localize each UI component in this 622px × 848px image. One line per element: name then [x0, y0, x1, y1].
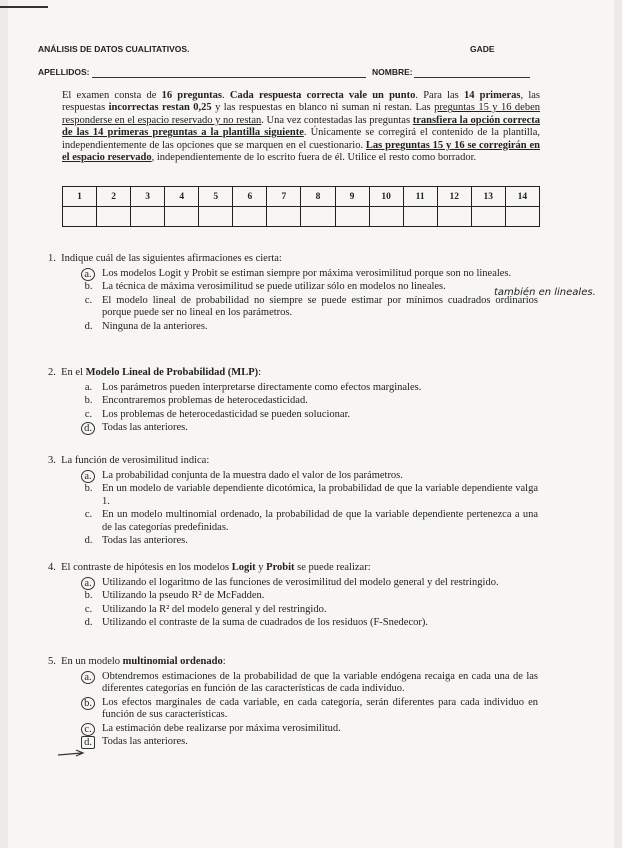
grid-number: 10 [369, 187, 403, 207]
option-d[interactable]: d. Ninguna de la anteriores. [84, 320, 208, 332]
option-c[interactable]: c. El modelo lineal de probabilidad no siempre se puede estimar por mínimos cuadrados ordinarios porque puede ser no lineal en los parámetros. [84, 294, 538, 318]
group-label: GADE [470, 44, 495, 54]
option-b[interactable]: b. Los efectos marginales de cada variable, en cada categoría, serán diferentes para cada individuo en función de sus características. [48, 697, 538, 722]
option-d[interactable]: d. Todas las anteriores. [48, 422, 538, 435]
grid-number: 6 [233, 187, 267, 207]
answer-cell[interactable] [437, 207, 471, 227]
option-b[interactable]: b. En un modelo de variable dependiente dicotómica, la probabilidad de que la variable dependiente valga 1. [84, 483, 538, 507]
name-label: NOMBRE: [372, 67, 413, 77]
answer-cell[interactable] [199, 207, 233, 227]
question-stem: 2. En el Modelo Lineal de Probabilidad (MLP): [48, 367, 262, 378]
question-stem: 4. El contraste de hipótesis en los modelos Logit y Probit se puede realizar: [48, 562, 371, 573]
grid-number: 11 [403, 187, 437, 207]
question-2 [48, 367, 538, 436]
answer-cell[interactable] [369, 207, 403, 227]
answer-cell[interactable] [233, 207, 267, 227]
answer-cell[interactable] [403, 207, 437, 227]
question-stem: 3. La función de verosimilitud indica: [48, 455, 210, 466]
answer-grid-numbers [63, 187, 540, 207]
grid-number: 7 [267, 187, 301, 207]
option-d[interactable]: d. Todas las anteriores. [48, 736, 538, 749]
option-b[interactable]: b. La técnica de máxima verosimilitud se puede utilizar sólo en modelos no lineales. [84, 281, 446, 292]
question-1 [48, 253, 538, 334]
answer-grid-blanks [63, 207, 540, 227]
name-field[interactable] [414, 77, 530, 78]
surname-field[interactable] [92, 77, 366, 78]
question-4 [48, 562, 538, 631]
answer-cell[interactable] [335, 207, 369, 227]
grid-number: 2 [97, 187, 131, 207]
answer-cell[interactable] [97, 207, 131, 227]
answer-cell[interactable] [165, 207, 199, 227]
grid-number: 4 [165, 187, 199, 207]
question-5 [48, 656, 538, 750]
grid-number: 1 [63, 187, 97, 207]
option-c[interactable]: c. La estimación debe realizarse por máxima verosimilitud. [48, 723, 538, 736]
answer-cell[interactable] [301, 207, 335, 227]
option-c[interactable]: c. Los problemas de heterocedasticidad se pueden solucionar. [84, 408, 351, 420]
grid-number: 12 [437, 187, 471, 207]
grid-number: 13 [471, 187, 505, 207]
instructions: El examen consta de 16 preguntas. Cada respuesta correcta vale un punto. Para las 14 primeras, las respuestas incorrectas restan 0,25 y las respuestas en blanco ni suman ni restan. Las preguntas 15 y 16 deben responderse en el espacio reservado y no restan. Una vez contestadas las preguntas transfiera la opción correcta de las 14 primeras preguntas a la plantilla siguiente. Únicamente se corregirá el contenido de la plantilla, independientemente de las opciones que se marquen en el cuestionario. Las preguntas 15 y 16 se corregirán en el espacio reservado, independientemente de lo escrito fuera de él. Utilice el resto como borrador. [62, 90, 541, 164]
option-d[interactable]: d. Utilizando el contraste de la suma de cuadrados de los residuos (F-Snedecor). [84, 617, 428, 628]
option-c[interactable]: c. En un modelo multinomial ordenado, la probabilidad de que la variable dependiente pertenezca a una de las categorías predefinidas. [84, 509, 538, 533]
course-title: ANÁLISIS DE DATOS CUALITATIVOS. [38, 44, 190, 54]
answer-cell[interactable] [131, 207, 165, 227]
option-a[interactable]: a. Los modelos Logit y Probit se estiman siempre por máxima verosimilitud porque son no lineales. [48, 268, 538, 281]
grid-number: 14 [505, 187, 539, 207]
option-b[interactable]: b. Utilizando la pseudo R² de McFadden. [84, 590, 265, 601]
answer-cell[interactable] [471, 207, 505, 227]
option-a[interactable]: a. Obtendremos estimaciones de la probabilidad de que la variable endógena recaiga en cada una de las diferentes categorías en función de las características de cada individuo. [48, 671, 538, 696]
option-d[interactable]: d. Todas las anteriores. [84, 535, 188, 546]
hand-drawn-arrow-icon [56, 748, 86, 760]
answer-cell[interactable] [63, 207, 97, 227]
answer-cell[interactable] [267, 207, 301, 227]
scan-mark [0, 6, 48, 8]
grid-number: 3 [131, 187, 165, 207]
grid-number: 9 [335, 187, 369, 207]
option-b[interactable]: b. Encontraremos problemas de heterocedasticidad. [84, 395, 308, 406]
question-stem: 1. Indique cuál de las siguientes afirmaciones es cierta: [48, 253, 282, 264]
answer-grid [62, 186, 540, 227]
option-a[interactable]: a. La probabilidad conjunta de la muestra dado el valor de los parámetros. [48, 470, 538, 483]
handwritten-note: también en lineales. [494, 287, 596, 298]
option-c[interactable]: c. Utilizando la R² del modelo general y del restringido. [84, 603, 327, 615]
option-a[interactable]: a. Utilizando el logaritmo de las funciones de verosimilitud del modelo general y del restringido. [48, 577, 538, 590]
question-stem: 5. En un modelo multinomial ordenado: [48, 656, 226, 667]
grid-number: 8 [301, 187, 335, 207]
question-3 [48, 455, 538, 549]
answer-cell[interactable] [505, 207, 539, 227]
surname-label: APELLIDOS: [38, 67, 90, 77]
option-a[interactable]: a. Los parámetros pueden interpretarse directamente como efectos marginales. [84, 381, 422, 393]
grid-number: 5 [199, 187, 233, 207]
